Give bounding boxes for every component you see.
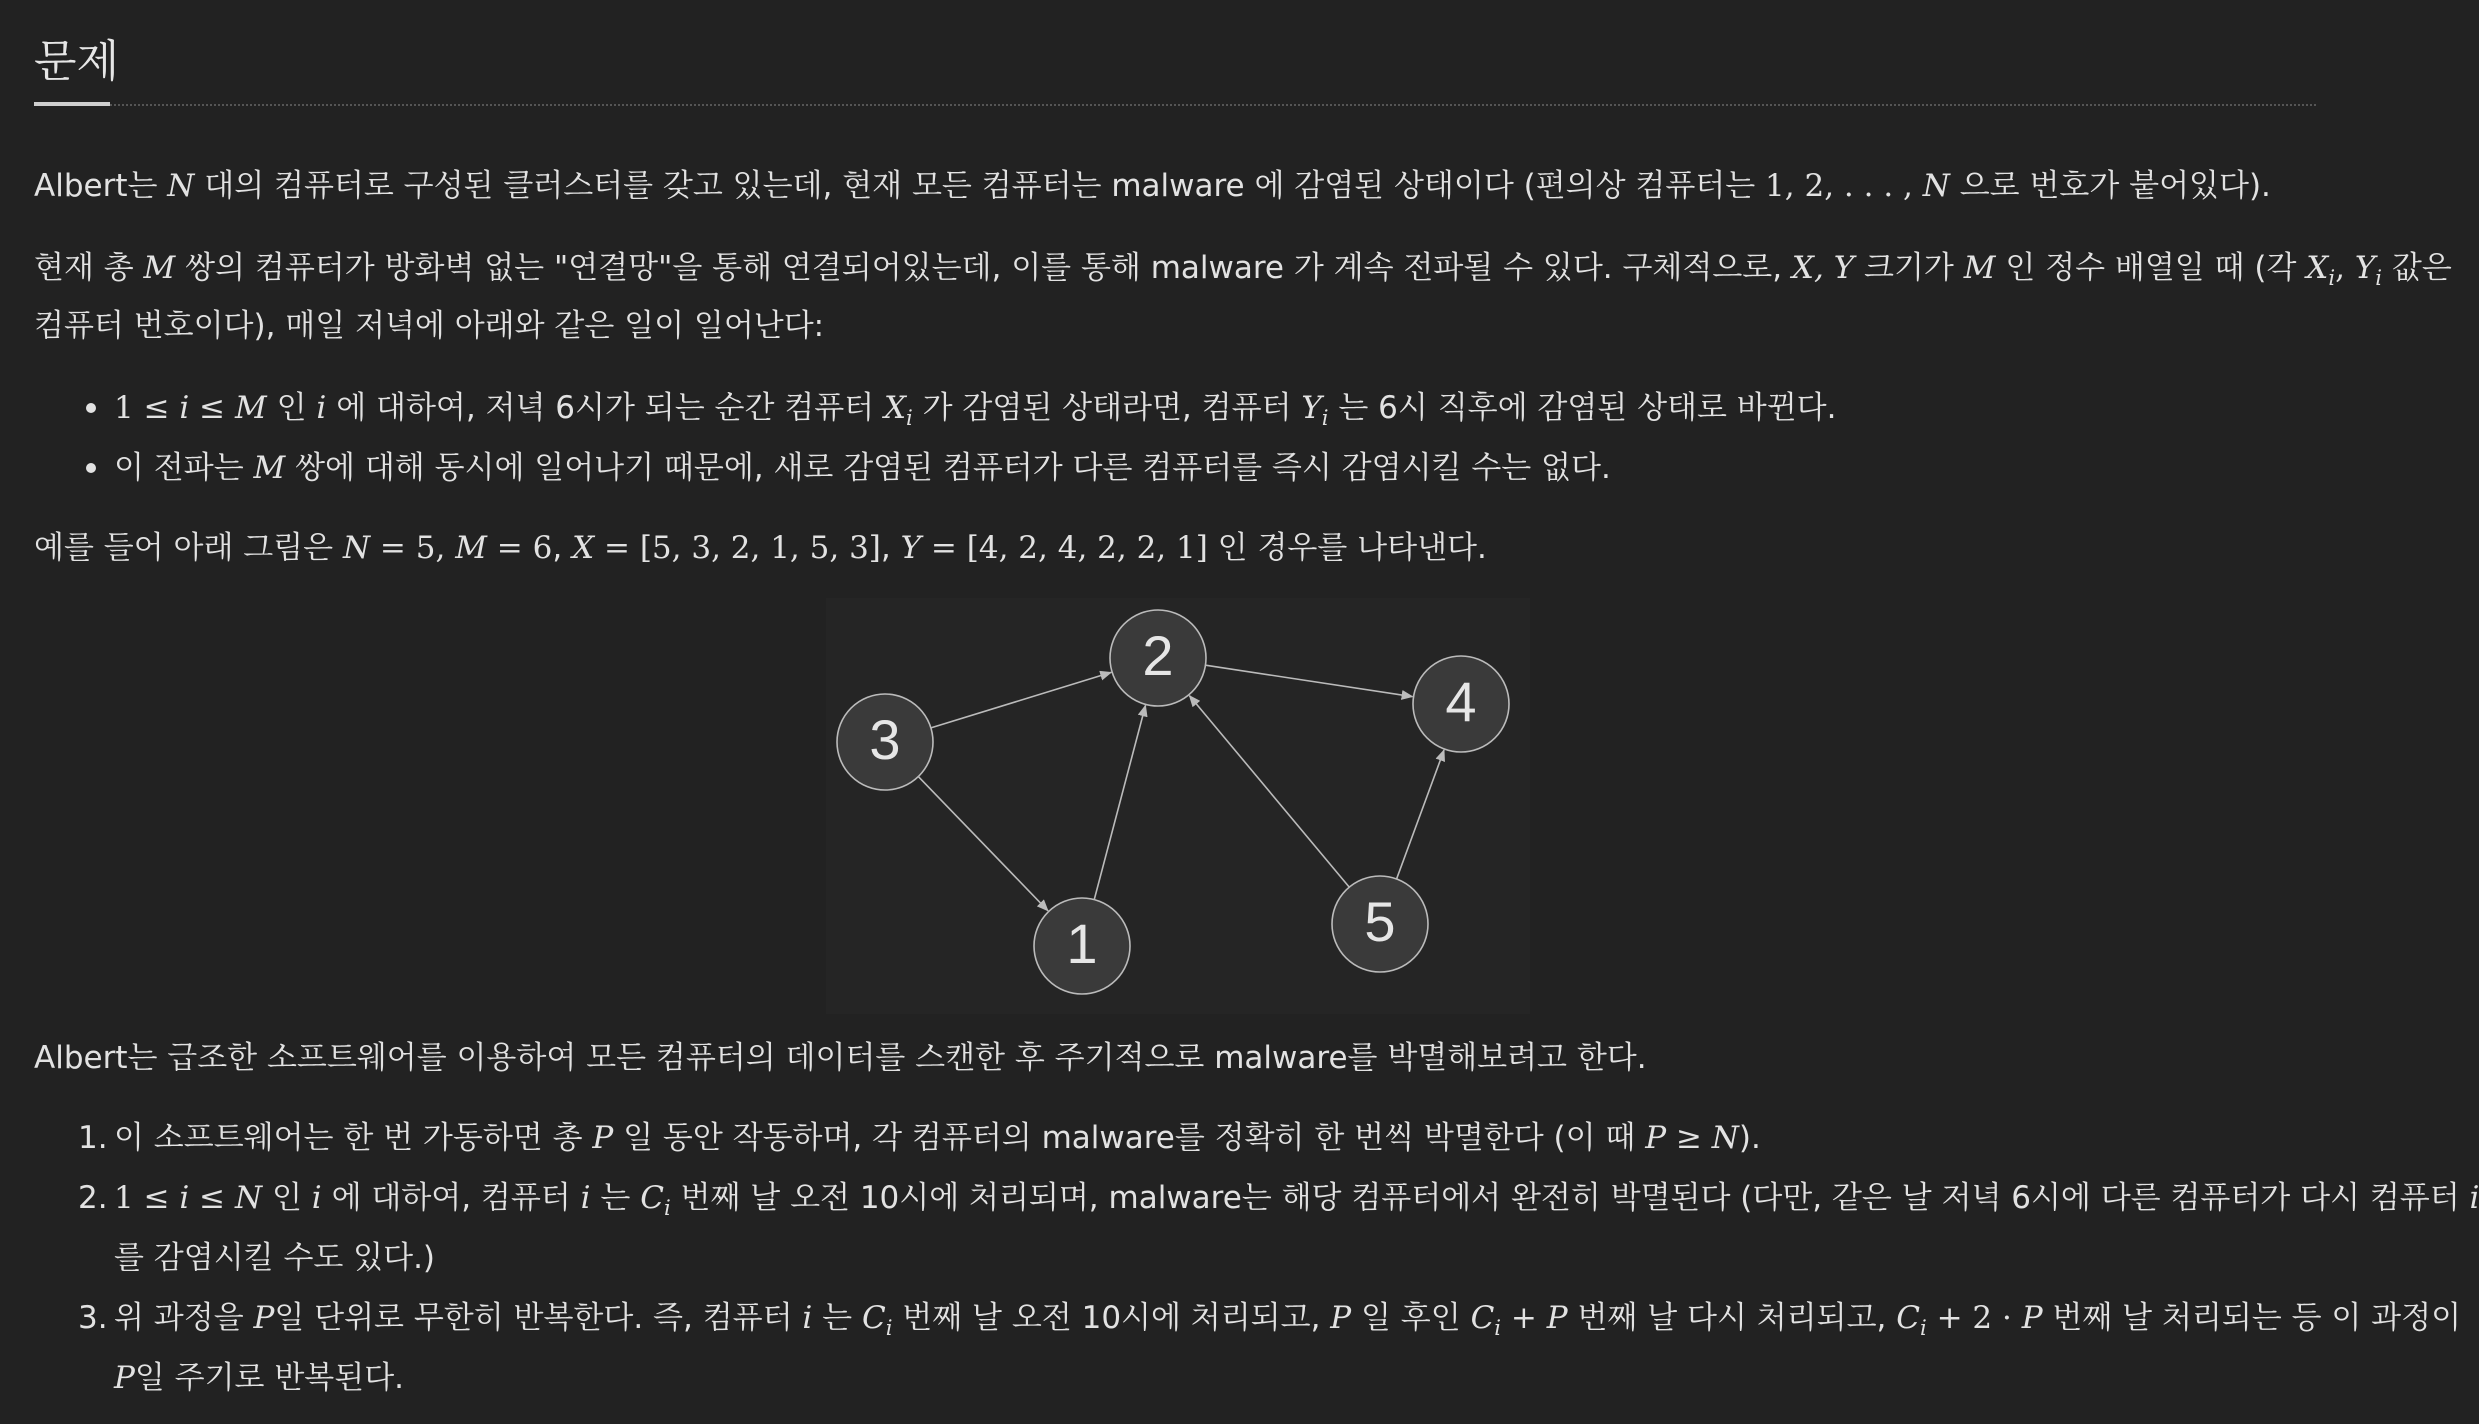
list-number: 3.: [78, 1300, 108, 1336]
math-var: X: [572, 530, 595, 566]
math-var: N: [1711, 1120, 1739, 1156]
math: ≤: [189, 390, 236, 426]
text: 인: [262, 1180, 312, 1216]
math-var: i: [311, 1180, 322, 1216]
text: 쌍의 컴퓨터가 방화벽 없는 "연결망"을 통해 연결되어있는데, 이를 통해 malware 가 계속 전파될 수 있다. 구체적으로,: [175, 250, 1792, 286]
text: 일 동안 작동하며, 각 컴퓨터의 malware를 정확히 한 번씩 박멸한다 (이 때: [613, 1120, 1646, 1156]
text: 에 대하여, 저녁 6시가 되는 순간 컴퓨터: [326, 390, 884, 426]
text: 예를 들어 아래 그림은: [34, 530, 343, 566]
math: +: [1501, 1300, 1547, 1336]
math-subscript: i: [2328, 264, 2336, 290]
math-subscript: i: [906, 404, 913, 430]
text: 이 소프트웨어는 한 번 가동하면 총: [114, 1120, 593, 1156]
text: ).: [1738, 1120, 1761, 1156]
graph-node-label: 3: [869, 707, 901, 771]
math-var: X: [883, 390, 907, 426]
math: = 5,: [370, 530, 456, 566]
ordered-item: [114, 1108, 1761, 1168]
software-paragraph: [34, 1028, 2324, 1088]
ordered-item: [114, 1168, 2479, 1228]
math-subscript: i: [2375, 264, 2383, 290]
math: 1 ≤: [114, 1180, 180, 1216]
text: 컴퓨터 번호이다), 매일 저녁에 아래와 같은 일이 일어난다:: [34, 308, 825, 344]
network-graph: [826, 598, 1530, 1014]
math-var: P: [253, 1300, 275, 1336]
text: 대의 컴퓨터로 구성된 클러스터를 갖고 있는데, 현재 모든 컴퓨터는 malware 에 감염된 상태이다 (편의상 컴퓨터는: [194, 168, 1766, 204]
edge-5-to-2: [1189, 696, 1349, 888]
math: ≤: [189, 1180, 236, 1216]
math: = [4, 2, 4, 2, 2, 1]: [921, 530, 1208, 566]
list-number: 1.: [78, 1120, 108, 1156]
ordered-item: [114, 1288, 2461, 1348]
text: ,: [552, 530, 573, 566]
math-var: Y: [900, 530, 922, 566]
math-var: M: [455, 530, 487, 566]
bullet-dot: [86, 463, 96, 473]
section-header: [34, 24, 2316, 110]
text: 는: [812, 1300, 862, 1336]
ordered-item-continuation: [114, 1228, 435, 1288]
edge-1-to-2: [1094, 705, 1145, 899]
math-var: P: [1645, 1120, 1667, 1156]
math: + 2 ·: [1926, 1300, 2022, 1336]
text: 번째 날 오전 10시에 처리되고,: [892, 1300, 1331, 1336]
math-var: C: [1896, 1300, 1920, 1336]
connection-paragraph-line2: [34, 296, 2324, 356]
math-subscript: i: [1321, 404, 1329, 430]
text: 일 후인: [1351, 1300, 1471, 1336]
text: 번째 날 오전 10시에 처리되며, malware는 해당 컴퓨터에서 완전히 박멸된다 (다만, 같은 날 저녁 6시에 다른 컴퓨터가 다시 컴퓨터: [670, 1180, 2470, 1216]
math-var: i: [316, 390, 327, 426]
bullet-dot: [86, 403, 96, 413]
graph-node-label: 1: [1066, 911, 1098, 975]
math-var: i: [580, 1180, 591, 1216]
math-var: C: [640, 1180, 664, 1216]
math-var: i: [179, 1180, 190, 1216]
math-var: X, Y: [1791, 250, 1855, 286]
edge-3-to-2: [931, 672, 1111, 727]
math-var: M: [143, 250, 176, 286]
ordered-item-continuation: [114, 1348, 404, 1408]
text: 쌍에 대해 동시에 일어나기 때문에, 새로 감염된 컴퓨터가 다른 컴퓨터를 즉시 감염시킬 수는 없다.: [285, 450, 1611, 486]
math-var: N: [1922, 168, 1950, 204]
text: 는 6시 직후에 감염된 상태로 바뀐다.: [1328, 390, 1837, 426]
heading-underline: [34, 102, 110, 106]
text: 으로 번호가 붙어있다).: [1949, 168, 2271, 204]
math-var: P: [2021, 1300, 2043, 1336]
edge-5-to-4: [1397, 750, 1444, 879]
math: = [5, 3, 2, 1, 5, 3]: [594, 530, 881, 566]
edge-3-to-1: [918, 777, 1048, 911]
math-var: M: [1963, 250, 1996, 286]
math-subscript: i: [663, 1194, 671, 1220]
math-var: N: [167, 168, 195, 204]
text: 현재 총: [34, 250, 144, 286]
text: 가 감염된 상태라면, 컴퓨터: [912, 390, 1302, 426]
text: 인 정수 배열일 때 (각: [1995, 250, 2307, 286]
math: ≥: [1666, 1120, 1712, 1156]
text: 위 과정을: [114, 1300, 254, 1336]
math-var: M: [235, 390, 267, 426]
math-var: Y: [2354, 250, 2376, 286]
math-var: i: [2469, 1180, 2479, 1216]
graph-node-label: 4: [1445, 669, 1477, 733]
math: 1 ≤: [114, 390, 180, 426]
graph-node-label: 5: [1364, 889, 1396, 953]
math-seq: 1, 2, . . . ,: [1765, 168, 1923, 204]
text: 인: [266, 390, 317, 426]
math-var: P: [114, 1360, 135, 1396]
heading-divider: [34, 104, 2316, 106]
math-var: P: [1546, 1300, 1568, 1336]
connection-paragraph: [34, 238, 2452, 298]
section-title: 문제: [34, 36, 120, 87]
math-subscript: i: [1494, 1314, 1502, 1340]
text: 일 주기로 반복된다.: [134, 1360, 404, 1396]
math-subscript: i: [1919, 1314, 1927, 1340]
math-var: C: [1470, 1300, 1495, 1336]
graph-node-label: 2: [1142, 623, 1174, 687]
math-var: i: [802, 1300, 813, 1336]
example-paragraph: [34, 518, 2324, 578]
text: 에 대하여, 컴퓨터: [321, 1180, 581, 1216]
list-item: [114, 438, 1611, 498]
math-subscript: i: [885, 1314, 893, 1340]
math-var: N: [342, 530, 371, 566]
text: 값은: [2382, 250, 2452, 286]
math-var: N: [235, 1180, 263, 1216]
text: Albert는 급조한 소프트웨어를 이용하여 모든 컴퓨터의 데이터를 스캔한 후 주기적으로 malware를 박멸해보려고 한다.: [34, 1040, 1647, 1076]
text: 번째 날 다시 처리되고,: [1567, 1300, 1897, 1336]
text: ,: [880, 530, 901, 566]
text: 크기가: [1854, 250, 1964, 286]
math-var: P: [592, 1120, 614, 1156]
math-var: C: [861, 1300, 886, 1336]
text: 이 전파는: [114, 450, 254, 486]
text: 는: [590, 1180, 641, 1216]
math-var: i: [179, 390, 190, 426]
text: 번째 날 처리되는 등 이 과정이: [2042, 1300, 2462, 1336]
text: 를 감염시킬 수도 있다.): [114, 1240, 436, 1276]
network-graph-figure: [826, 598, 1530, 1014]
list-number: 2.: [78, 1180, 108, 1216]
text: Albert는: [34, 168, 168, 204]
math: = 6: [486, 530, 553, 566]
edge-2-to-4: [1205, 665, 1412, 696]
math-var: P: [1330, 1300, 1352, 1336]
math-var: M: [253, 450, 286, 486]
list-item: [114, 378, 1836, 438]
math-sep: ,: [2335, 250, 2355, 286]
text: 일 단위로 무한히 반복한다. 즉, 컴퓨터: [274, 1300, 803, 1336]
intro-paragraph: [34, 156, 2324, 216]
text: 인 경우를 나타낸다.: [1207, 530, 1487, 566]
math-var: X: [2306, 250, 2329, 286]
math-var: Y: [1301, 390, 1322, 426]
